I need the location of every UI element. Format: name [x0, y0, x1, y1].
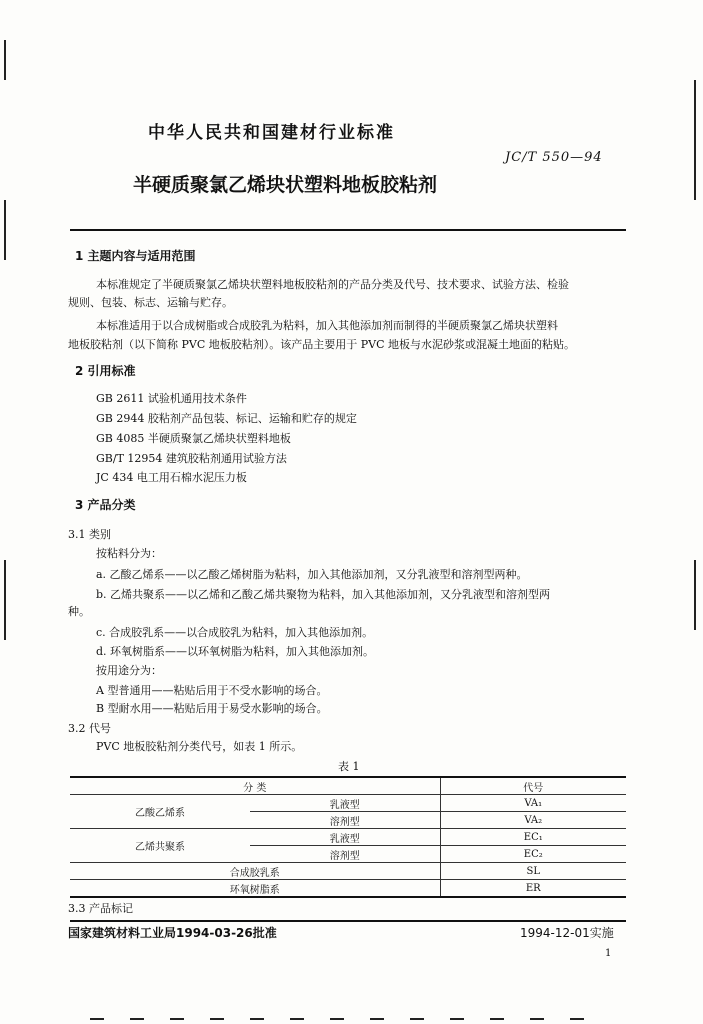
section-1-para-2-line-2: 地板胶粘剂（以下简称 PVC 地板胶粘剂）。该产品主要用于 PVC 地板与水泥砂浆或混凝土地面的粘贴。	[68, 338, 576, 351]
subtype-cell: 乳液型	[250, 829, 440, 846]
by-use-label: 按用途分为：	[96, 664, 162, 677]
header-class: 分 类	[70, 777, 440, 795]
subtype-cell: 环氧树脂系	[70, 880, 440, 898]
section-1-heading: 1 主题内容与适用范围	[75, 249, 196, 263]
section-3-1-heading: 3.1 类别	[68, 528, 111, 541]
class-item-c: c. 合成胶乳系——以合成胶乳为粘料，加入其他添加剂。	[96, 626, 374, 639]
document-title: 半硬质聚氯乙烯块状塑料地板胶粘剂	[133, 174, 438, 196]
code-cell: VA₁	[440, 795, 626, 812]
table-row	[70, 795, 626, 812]
standard-code: JC/T 550—94	[505, 150, 603, 165]
reference-item: GB 4085 半硬质聚氯乙烯块状塑料地板	[96, 432, 291, 445]
section-2-heading: 2 引用标准	[75, 364, 136, 378]
header-rule	[70, 229, 626, 231]
left-edge-mark	[4, 40, 6, 80]
table-caption: 表 1	[338, 760, 360, 773]
reference-item: GB/T 12954 建筑胶粘剂通用试验方法	[96, 452, 287, 465]
classification-table	[70, 776, 626, 898]
type-a-item: A 型普通用——粘贴后用于不受水影响的场合。	[96, 684, 328, 697]
approval-line: 国家建筑材料工业局1994-03-26批准	[68, 926, 277, 940]
reference-item: GB 2944 胶粘剂产品包装、标记、运输和贮存的规定	[96, 412, 357, 425]
table-header-row	[70, 777, 626, 795]
table-row	[70, 863, 626, 880]
subtype-cell: 溶剂型	[250, 846, 440, 863]
industry-standard-heading: 中华人民共和国建材行业标准	[148, 123, 395, 143]
section-3-2-heading: 3.2 代号	[68, 722, 111, 735]
code-cell: ER	[440, 880, 626, 898]
left-edge-mark	[4, 200, 6, 260]
table-row	[70, 829, 626, 846]
class-item-d: d. 环氧树脂系——以环氧树脂为粘料，加入其他添加剂。	[96, 645, 375, 658]
by-binder-label: 按粘料分为：	[96, 547, 162, 560]
code-cell: SL	[440, 863, 626, 880]
section-1-para-1-line-2: 规则、包装、标志、运输与贮存。	[68, 296, 233, 309]
code-cell: VA₂	[440, 812, 626, 829]
effective-date: 1994-12-01实施	[520, 926, 614, 940]
section-1-para-1-line-1: 本标准规定了半硬质聚氯乙烯块状塑料地板胶粘剂的产品分类及代号、技术要求、试验方法、检验	[96, 278, 569, 291]
group-label: 乙酸乙烯系	[70, 795, 250, 829]
type-b-item: B 型耐水用——粘贴后用于易受水影响的场合。	[96, 702, 328, 715]
subtype-cell: 乳液型	[250, 795, 440, 812]
subtype-cell: 合成胶乳系	[70, 863, 440, 880]
footer-rule	[70, 920, 626, 922]
page-number: 1	[605, 948, 612, 959]
left-edge-mark	[4, 560, 6, 640]
reference-item: JC 434 电工用石棉水泥压力板	[96, 471, 247, 484]
table-row	[70, 880, 626, 898]
section-3-2-text: PVC 地板胶粘剂分类代号，如表 1 所示。	[96, 740, 303, 753]
bottom-edge-mark	[90, 1018, 610, 1020]
right-edge-mark	[694, 560, 696, 630]
section-1-para-2-line-1: 本标准适用于以合成树脂或合成胶乳为粘料，加入其他添加剂而制得的半硬质聚氯乙烯块状塑料	[96, 319, 558, 332]
section-3-3-heading: 3.3 产品标记	[68, 902, 133, 915]
code-cell: EC₂	[440, 846, 626, 863]
reference-item: GB 2611 试验机通用技术条件	[96, 392, 247, 405]
class-item-a: a. 乙酸乙烯系——以乙酸乙烯树脂为粘料，加入其他添加剂，又分乳液型和溶剂型两种。	[96, 568, 528, 581]
code-cell: EC₁	[440, 829, 626, 846]
class-item-b-line-1: b. 乙烯共聚系——以乙烯和乙酸乙烯共聚物为粘料，加入其他添加剂，又分乳液型和溶剂型两	[96, 588, 551, 601]
header-code: 代号	[440, 777, 626, 795]
right-edge-mark	[694, 80, 696, 200]
group-label: 乙烯共聚系	[70, 829, 250, 863]
subtype-cell: 溶剂型	[250, 812, 440, 829]
class-item-b-line-2: 种。	[68, 605, 90, 618]
section-3-heading: 3 产品分类	[75, 498, 136, 512]
